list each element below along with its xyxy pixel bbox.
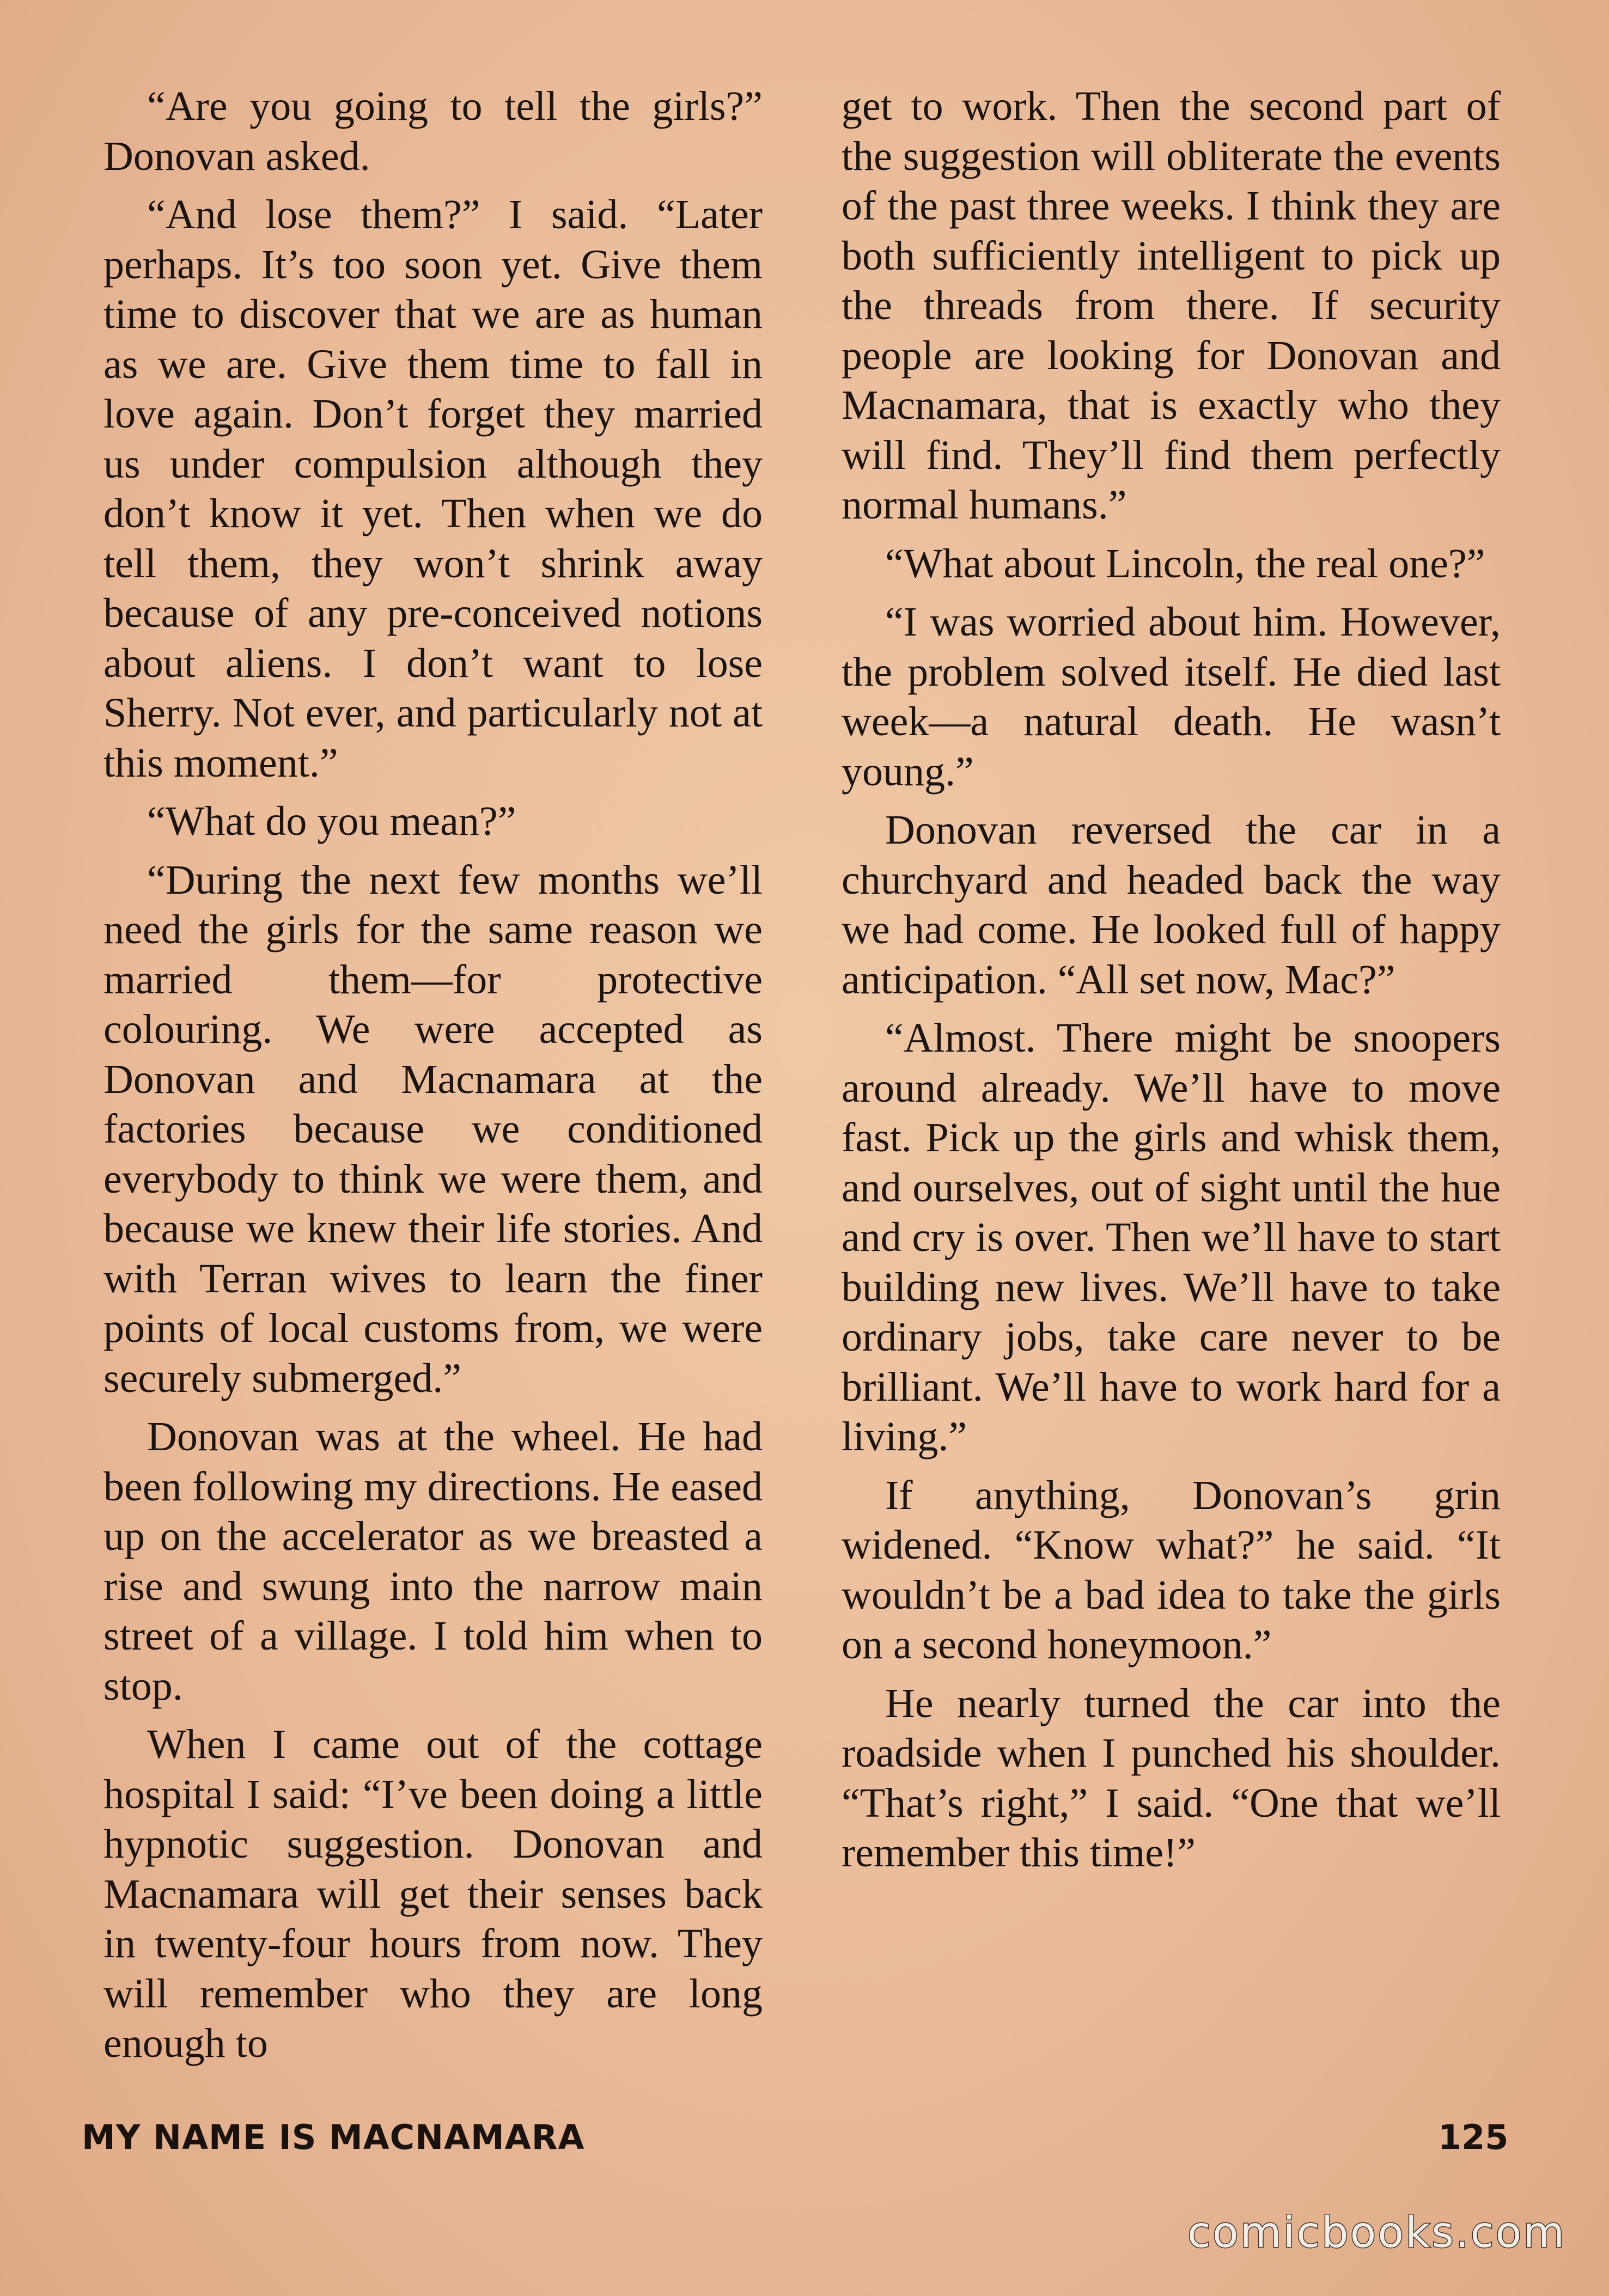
paragraph: Donovan was at the wheel. He had been following my directions. He eased up on the accelerator as we breasted a rise and swung into the narrow main street of a village. I told him when to stop. [103, 1414, 763, 1709]
paragraph: “What about Lincoln, the real one?” [885, 540, 1485, 587]
paragraph-continued: get to work. Then the second part of the suggestion will obliterate the events of the past three weeks. I think they are both sufficiently intelligent to pick up the threads from there. If security people are looking for Donovan and Macnamara, that is exactly who they will find. They’ll find them perfectly normal humans.” [842, 83, 1501, 528]
paragraph: When I came out of the cottage hospital I said: “I’ve been doing a little hypnotic suggestion. Donovan and Macnamara will get their senses back in twenty-four hours from now. They will remember who they are long enough to [103, 1721, 763, 2066]
paragraph: Donovan reversed the car in a churchyard and headed back the way we had come. He looked full of happy anticipation. “All set now, Mac?” [842, 807, 1501, 1003]
paragraph: He nearly turned the car into the roadside when I punched his shoulder. “That’s right,” I said. “One that we’ll remember this time!” [842, 1680, 1501, 1876]
running-footer-title: MY NAME IS MACNAMARA [82, 2117, 585, 2157]
paragraph: “Are you going to tell the girls?” Donovan asked. [103, 83, 763, 179]
paragraph: “During the next few months we’ll need the girls for the same reason we married them—for protective colouring. We were accepted as Donovan and Macnamara at the factories because we conditioned everybody to think we were them, and because we knew their life stories. And with Terran wives to learn the finer points of local customs from, we were securely submerged.” [103, 857, 763, 1401]
paragraph: “Almost. There might be snoopers around already. We’ll have to move fast. Pick up the girls and whisk them, and ourselves, out of sight until the hue and cry is over. Then we’ll have to start building new lives. We’ll have to take ordinary jobs, take care never to be brilliant. We’ll have to work hard for a living.” [842, 1015, 1501, 1460]
paragraph: If anything, Donovan’s grin widened. “Know what?” he said. “It wouldn’t be a bad idea to take the girls on a second honeymoon.” [842, 1472, 1501, 1668]
paragraph: “What do you mean?” [147, 798, 516, 844]
watermark: comicbooks.com [1187, 2208, 1567, 2257]
left-text-column [103, 82, 763, 2078]
paragraph: “I was worried about him. However, the problem solved itself. He died last week—a natural death. He wasn’t young.” [842, 599, 1501, 795]
paragraph: “And lose them?” I said. “Later perhaps. It’s too soon yet. Give them time to discover that we are as human as we are. Give them time to fall in love again. Don’t forget they married us under compulsion although they don’t know it yet. Then when we do tell them, they won’t shrink away because of any pre-conceived notions about aliens. I don’t want to lose Sherry. Not ever, and particularly not at this moment.” [103, 192, 763, 786]
right-text-column [842, 82, 1501, 1887]
page-number: 125 [1438, 2117, 1509, 2157]
